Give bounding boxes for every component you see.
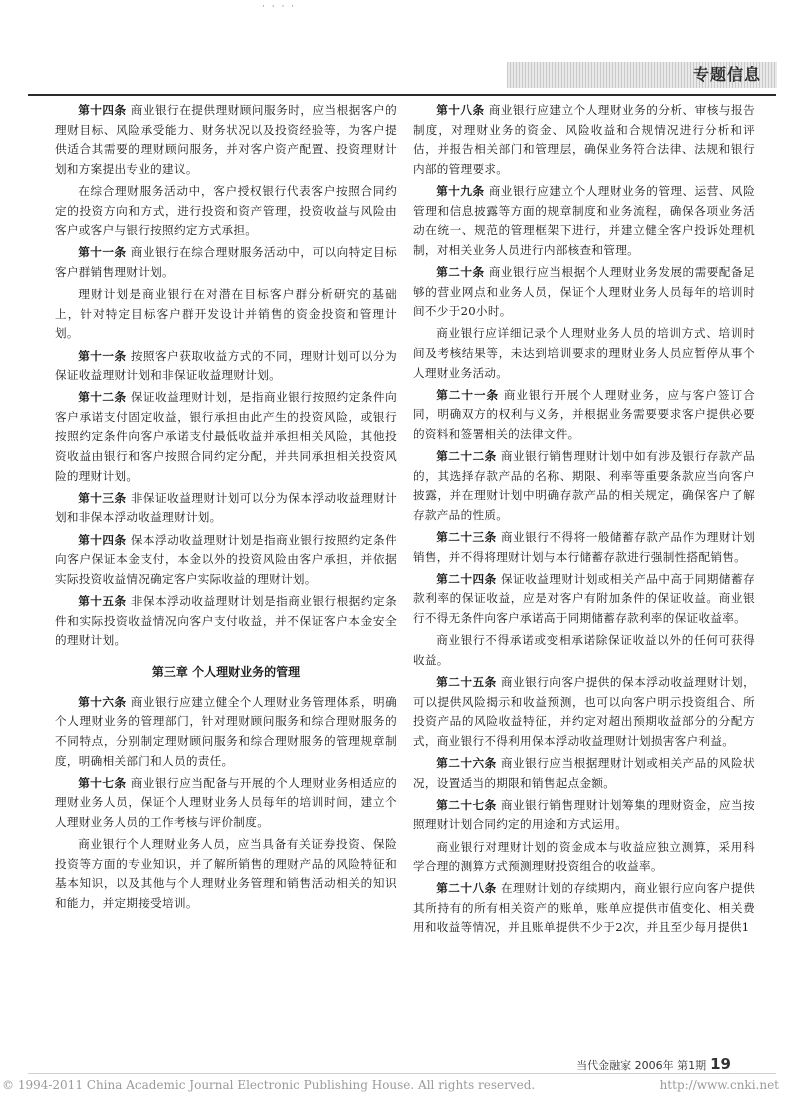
article-paragraph bbox=[55, 243, 397, 282]
right-column bbox=[413, 101, 755, 941]
header-rule bbox=[28, 94, 776, 96]
article-paragraph bbox=[55, 489, 397, 528]
article-text: 商业银行在综合理财服务活动中，可以向特定目标客户群销售理财计划。 bbox=[55, 245, 397, 279]
article-text: 保证收益理财计划或相关产品中高于同期储蓄存款利率的保证收益，应是对客户有附加条件的保证收益。商业银行不得无条件向客户承诺高于同期储蓄存款利率的保证收益率。 bbox=[413, 571, 755, 625]
article-label: 第十七条 bbox=[78, 775, 127, 790]
article-text: 商业银行应建立健全个人理财业务管理体系，明确个人理财业务的管理部门，针对理财顾问服务和综合理财服务的不同特点，分别制定理财顾问服务和综合理财服务的管理规章制度，明确相关部门和人员的责任。 bbox=[55, 694, 397, 768]
article-label: 第二十五条 bbox=[436, 674, 497, 689]
article-label: 第二十三条 bbox=[436, 530, 497, 545]
article-paragraph bbox=[413, 386, 755, 445]
article-text: 商业银行销售理财计划筹集的理财资金，应当按照理财计划合同约定的用途和方式运用。 bbox=[413, 797, 755, 832]
top-mark: · · · · bbox=[262, 2, 297, 12]
article-text: 非保本浮动收益理财计划是指商业银行根据约定条件和实际投资收益情况向客户支付收益，并不保证客户本金安全的理财计划。 bbox=[55, 594, 397, 648]
article-text: 商业银行销售理财计划中如有涉及银行存款产品的，其选择存款产品的名称、期限、利率等重要条款应当向客户披露，并在理财计划中明确存款产品的相关规定，确保客户了解存款产品的性质。 bbox=[413, 449, 755, 522]
article-text: 商业银行应当配备与开展的个人理财业务相适应的理财业务人员，保证个人理财业务人员每年的培训时间，建立个人理财业务人员的工作考核与评价制度。 bbox=[55, 775, 397, 829]
article-paragraph bbox=[413, 101, 755, 179]
article-paragraph bbox=[55, 182, 397, 241]
left-column bbox=[55, 101, 397, 916]
article-text: 在理财计划的存续期内，商业银行应向客户提供其所持有的所有相关资产的账单，账单应提供市值变化、相关费用和收益等情况，并且账单提供不少于2次，并且至少每月提供1 bbox=[413, 881, 755, 935]
article-text: 商业银行向客户提供的保本浮动收益理财计划，可以提供风险揭示和收益预测，也可以向客户明示投资组合、所投资产品的风险收益特征，并约定对超出预期收益部分的分配方式，商业银行不得利用保本浮动收益理财计划损害客户利益。 bbox=[413, 674, 755, 748]
article-text: 非保证收益理财计划可以分为保本浮动收益理财计划和非保本浮动收益理财计划。 bbox=[55, 490, 397, 525]
article-label: 第十四条 bbox=[78, 103, 127, 117]
article-label: 第二十七条 bbox=[436, 797, 497, 812]
article-label: 第二十八条 bbox=[436, 881, 497, 896]
article-paragraph bbox=[55, 388, 397, 486]
article-paragraph bbox=[413, 263, 755, 322]
article-text: 商业银行应当根据理财计划或相关产品的风险状况，设置适当的期限和销售起点金额。 bbox=[413, 755, 755, 790]
article-text: 按照客户获取收益方式的不同，理财计划可以分为保证收益理财计划和非保证收益理财计划。 bbox=[55, 348, 397, 383]
article-label: 第二十一条 bbox=[436, 387, 500, 402]
article-paragraph bbox=[413, 570, 755, 629]
article-text: 商业银行应建立个人理财业务的管理、运营、风险管理和信息披露等方面的规章制度和业务流程，确保各项业务活动在统一、规范的管理框架下进行，并建立健全客户投诉处理机制，对相关业务人员进行内部核查和管理。 bbox=[413, 183, 755, 257]
journal-name: 当代金融家 2006年 第1期 bbox=[576, 1059, 707, 1072]
article-label: 第十一条 bbox=[78, 245, 127, 260]
article-text: 理财计划是商业银行在对潜在目标客户群分析研究的基础上，针对特定目标客户群开发设计并销售的资金投资和管理计划。 bbox=[55, 287, 397, 341]
article-text: 商业银行应建立个人理财业务的分析、审核与报告制度，对理财业务的资金、风险收益和合规情况进行分析和评估，并报告相关部门和管理层，确保业务符合法律、法规和银行内部的管理要求。 bbox=[413, 103, 755, 176]
article-paragraph bbox=[55, 347, 397, 386]
page-folio bbox=[576, 1055, 731, 1073]
article-label: 第十六条 bbox=[78, 694, 127, 709]
article-text: 商业银行开展个人理财业务，应与客户签订合同，明确双方的权利与义务，并根据业务需要要求客户提供必要的资料和签署相关的法律文件。 bbox=[413, 387, 755, 441]
article-paragraph bbox=[55, 835, 397, 913]
copyright-notice: © 1994-2011 China Academic Journal Electronic Publishing House. All rights reserved. bbox=[2, 1078, 536, 1092]
article-text: 在综合理财服务活动中，客户授权银行代表客户按照合同约定的投资方向和方式，进行投资和资产管理，投资收益与风险由客户或客户与银行按照约定方式承担。 bbox=[55, 183, 397, 238]
article-text: 商业银行个人理财业务人员，应当具备有关证券投资、保险投资等方面的专业知识，并了解所销售的理财产品的风险特征和基本知识，以及其他与个人理财业务管理和销售活动相关的知识和能力，并定期接受培训。 bbox=[55, 837, 397, 910]
article-label: 第十一条 bbox=[78, 348, 127, 363]
article-text: 商业银行对理财计划的资金成本与收益应独立测算，采用科学合理的测算方式预测理财投资组合的收益率。 bbox=[413, 839, 755, 874]
article-text: 商业银行应当根据个人理财业务发展的需要配备足够的营业网点和业务人员，保证个人理财业务人员每年的培训时间不少于20小时。 bbox=[413, 264, 755, 319]
article-paragraph bbox=[55, 693, 397, 771]
article-text: 保本浮动收益理财计划是指商业银行按照约定条件向客户保证本金支付，本金以外的投资风险由客户承担，并依据实际投资收益情况确定客户实际收益的理财计划。 bbox=[55, 532, 397, 586]
article-paragraph bbox=[55, 774, 397, 833]
article-paragraph bbox=[55, 101, 397, 179]
article-label: 第二十六条 bbox=[436, 755, 497, 770]
article-paragraph bbox=[413, 447, 755, 525]
article-paragraph bbox=[413, 182, 755, 260]
article-text: 商业银行不得将一般储蓄存款产品作为理财计划销售，并不得将理财计划与本行储蓄存款进行强制性搭配销售。 bbox=[413, 530, 755, 564]
article-text: 商业银行不得承诺或变相承诺除保证收益以外的任何可获得收益。 bbox=[413, 633, 755, 667]
article-label: 第二十四条 bbox=[436, 571, 497, 586]
article-paragraph bbox=[413, 324, 755, 383]
article-paragraph bbox=[413, 528, 755, 567]
footer-rule bbox=[28, 1073, 776, 1074]
article-label: 第十四条 bbox=[78, 532, 127, 547]
article-text: 商业银行应详细记录个人理财业务人员的培训方式、培训时间及考核结果等，未达到培训要求的理财业务人员应暂停从事个人理财业务活动。 bbox=[413, 326, 755, 380]
article-label: 第十九条 bbox=[436, 183, 485, 198]
article-paragraph bbox=[55, 592, 397, 651]
article-label: 第十八条 bbox=[436, 103, 485, 117]
article-paragraph bbox=[413, 838, 755, 877]
article-paragraph bbox=[413, 754, 755, 793]
chapter-heading: 第三章 个人理财业务的管理 bbox=[151, 664, 301, 679]
article-paragraph bbox=[413, 631, 755, 670]
article-text: 商业银行在提供理财顾问服务时，应当根据客户的理财目标、风险承受能力、财务状况以及投资经验等，为客户提供适合其需要的理财顾问服务，并对客户资产配置、投资理财计划和方案提出专业的建议。 bbox=[55, 103, 397, 176]
page-number: 19 bbox=[710, 1055, 731, 1073]
article-label: 第十三条 bbox=[78, 490, 127, 505]
article-paragraph bbox=[413, 879, 755, 938]
article-paragraph bbox=[55, 285, 397, 344]
article-label: 第十二条 bbox=[78, 390, 127, 405]
article-paragraph bbox=[55, 531, 397, 590]
copyright-url[interactable]: http://www.cnki.net bbox=[659, 1078, 779, 1092]
article-paragraph bbox=[413, 673, 755, 751]
article-label: 第二十条 bbox=[436, 264, 485, 279]
article-label: 第二十二条 bbox=[436, 449, 497, 464]
article-label: 第十五条 bbox=[78, 594, 127, 608]
article-text: 保证收益理财计划，是指商业银行按照约定条件向客户承诺支付固定收益，银行承担由此产生的投资风险，或银行按照约定条件向客户承诺支付最低收益并承担相关风险，其他投资收益由银行和客户按照合同约定分配，并共同承担相关投资风险的理财计划。 bbox=[55, 390, 397, 483]
section-title: 专题信息 bbox=[692, 65, 761, 84]
article-paragraph bbox=[413, 796, 755, 835]
